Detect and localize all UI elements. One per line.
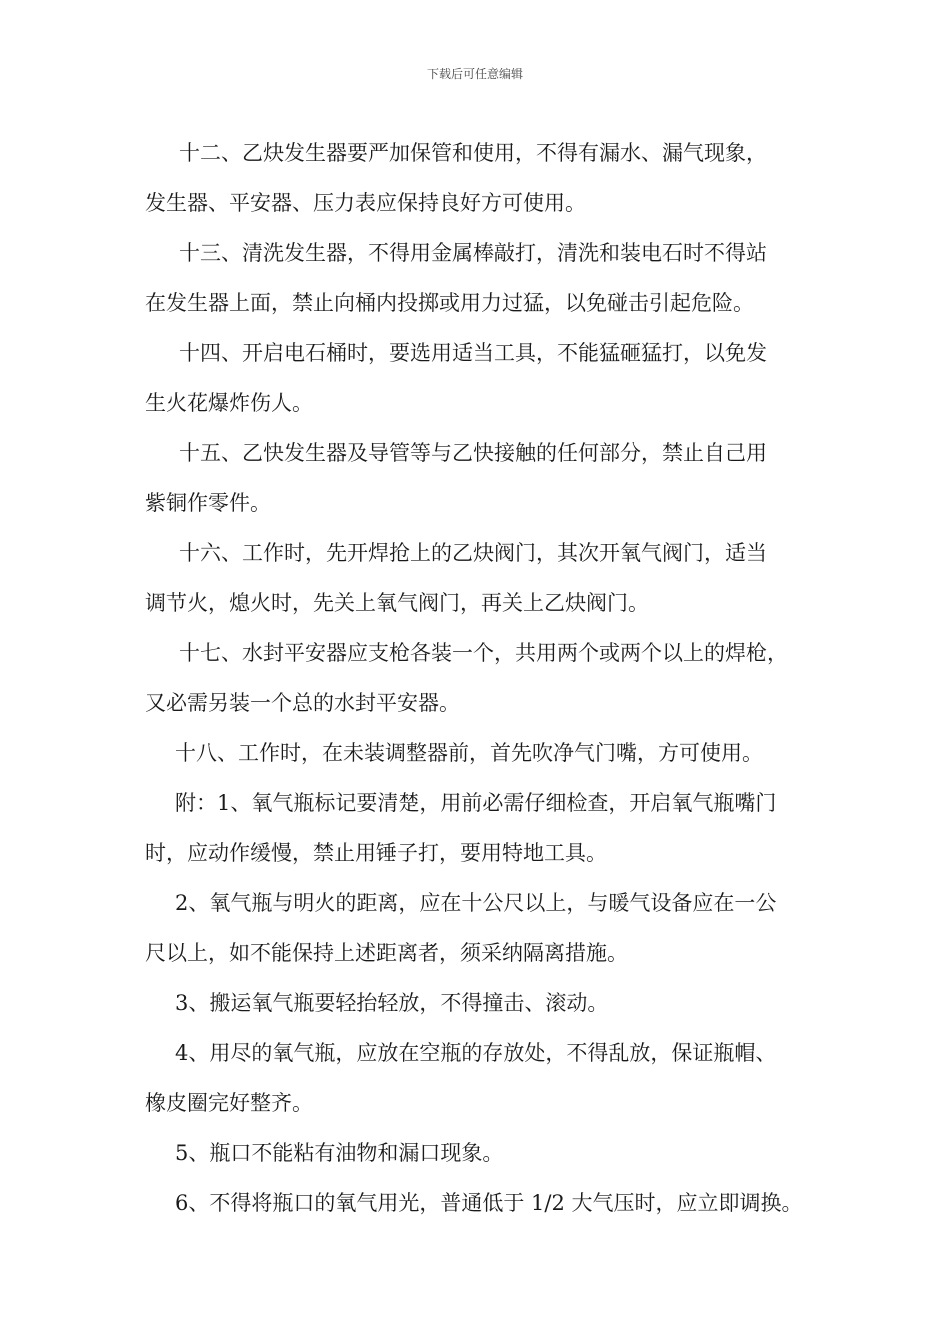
appendix-item-5 (145, 1128, 845, 1178)
paragraph-14 (145, 328, 845, 428)
paragraph-line: 又必需另装一个总的水封平安器。 (145, 691, 460, 715)
paragraph-line: 十六、工作时，先开焊抢上的乙炔阀门，其次开氧气阀门，适当 (179, 541, 767, 565)
page-header: 下载后可任意编辑 (426, 67, 523, 81)
appendix-item-6 (145, 1178, 845, 1228)
paragraph-line: 十三、清洗发生器，不得用金属棒敲打，清洗和装电石时不得站 (179, 241, 767, 265)
paragraph-line: 十二、乙炔发生器要严加保管和使用，不得有漏水、漏气现象， (179, 141, 767, 165)
paragraph-line: 十八、工作时，在未装调整器前，首先吹净气门嘴，方可使用。 (175, 741, 763, 765)
paragraph-line: 十五、乙快发生器及导管等与乙快接触的任何部分，禁止自己用 (179, 441, 767, 465)
paragraph-line: 十四、开启电石桶时，要选用适当工具，不能猛砸猛打，以免发 (179, 341, 767, 365)
paragraph-line: 4、用尽的氧气瓶，应放在空瓶的存放处，不得乱放，保证瓶帽、 (175, 1041, 777, 1065)
paragraph-17 (145, 628, 845, 728)
paragraph-line: 尺以上，如不能保持上述距离者，须采纳隔离措施。 (145, 941, 628, 965)
paragraph-16 (145, 528, 845, 628)
appendix-item-4 (145, 1028, 845, 1128)
paragraph-line: 2、氧气瓶与明火的距离，应在十公尺以上，与暖气设备应在一公 (175, 891, 777, 915)
appendix-item-2 (145, 878, 845, 978)
paragraph-18 (145, 728, 845, 778)
paragraph-line: 紫铜作零件。 (145, 491, 271, 515)
paragraph-13 (145, 228, 845, 328)
paragraph-line: 5、瓶口不能粘有油物和漏口现象。 (175, 1141, 504, 1165)
paragraph-line: 3、搬运氧气瓶要轻抬轻放，不得撞击、滚动。 (175, 991, 609, 1015)
paragraph-line: 6、不得将瓶口的氧气用光，普通低于 1/2 大气压时，应立即调换。 (175, 1191, 803, 1215)
paragraph-line: 调节火，熄火时，先关上氧气阀门，再关上乙炔阀门。 (145, 591, 649, 615)
paragraph-15 (145, 428, 845, 528)
paragraph-line: 发生器、平安器、压力表应保持良好方可使用。 (145, 191, 586, 215)
paragraph-line: 生火花爆炸伤人。 (145, 391, 313, 415)
document-body (145, 128, 845, 1228)
appendix-item-3 (145, 978, 845, 1028)
paragraph-line: 十七、水封平安器应支枪各装一个，共用两个或两个以上的焊枪， (179, 641, 788, 665)
paragraph-line: 附：1、氧气瓶标记要清楚，用前必需仔细检查，开启氧气瓶嘴门 (175, 791, 777, 815)
paragraph-line: 在发生器上面，禁止向桶内投掷或用力过猛，以免碰击引起危险。 (145, 291, 754, 315)
paragraph-line: 时，应动作缓慢，禁止用锤子打，要用特地工具。 (145, 841, 607, 865)
paragraph-line: 橡皮圈完好整齐。 (145, 1091, 313, 1115)
appendix-item-1 (145, 778, 845, 878)
paragraph-12 (145, 128, 845, 228)
